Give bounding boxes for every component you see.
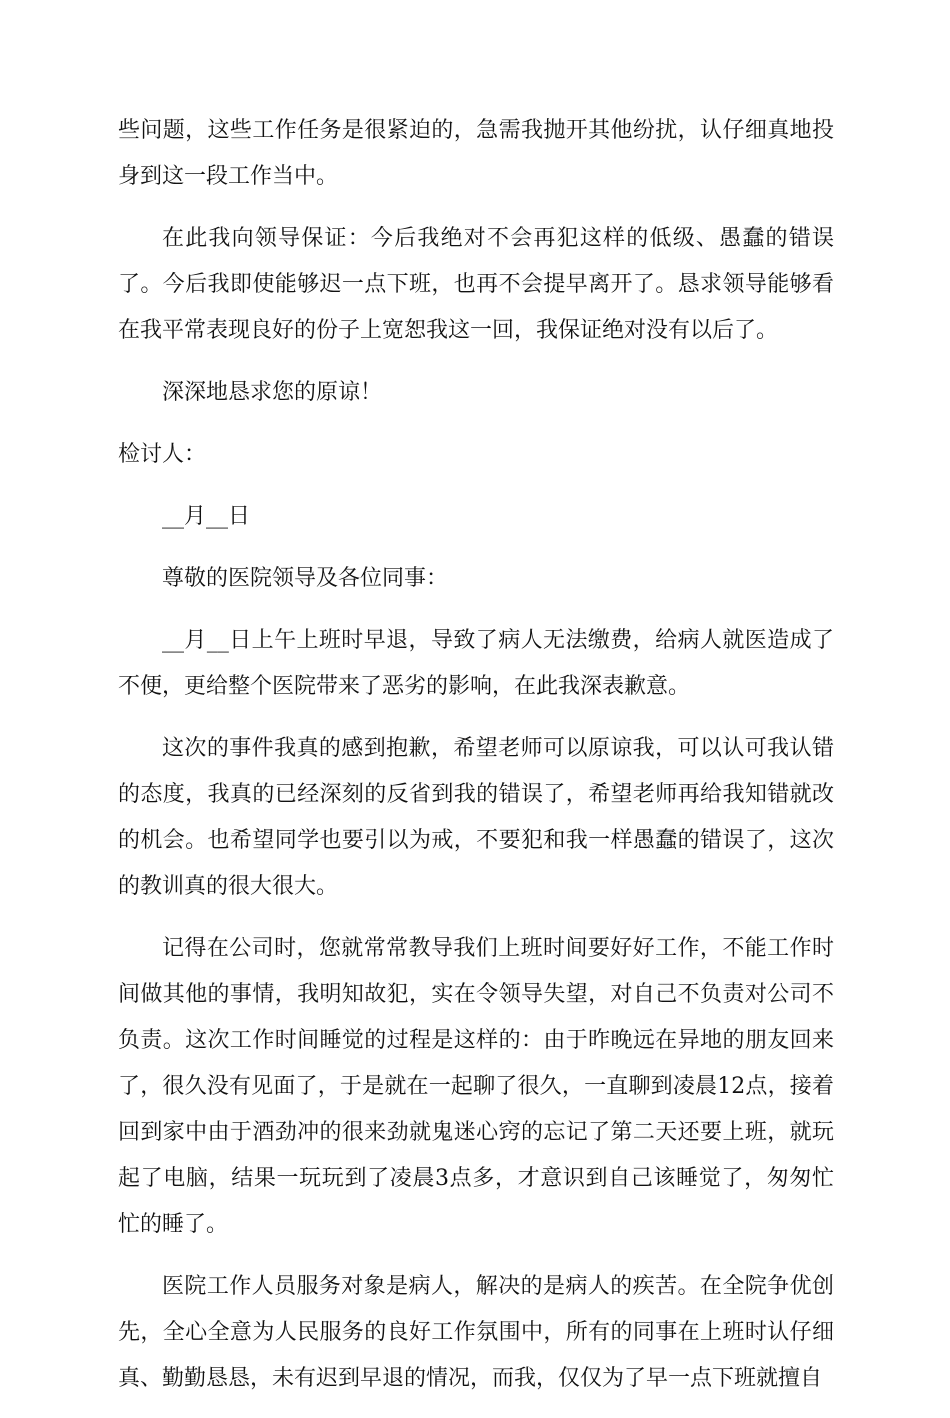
- paragraph-early-leave: __月__日上午上班时早退，导致了病人无法缴费，给病人就医造成了不便，更给整个医院带来了恶劣的影响，在此我深表歉意。: [118, 628, 834, 699]
- paragraph-continued-tasks: 些问题，这些工作任务是很紧迫的，急需我抛开其他纷扰，认仔细真地投身到这一段工作当中。: [118, 118, 834, 189]
- paragraph-promise: 在此我向领导保证：今后我绝对不会再犯这样的低级、愚蠢的错误了。今后我即使能够迟一点下班，也再不会提早离开了。恳求领导能够看在我平常表现良好的份子上宽恕我这一回，我保证绝对没有以后了。: [118, 226, 834, 343]
- signature-label: 检讨人：: [118, 442, 207, 467]
- paragraph-hospital-service: 医院工作人员服务对象是病人，解决的是病人的疾苦。在全院争优创先，全心全意为人民服务的良好工作氛围中，所有的同事在上班时认仔细真、勤勤恳恳，未有迟到早退的情况，而我，仅仅为了早一点下班就擅自: [118, 1274, 834, 1391]
- paragraph-plea: 深深地恳求您的原谅！: [162, 380, 383, 405]
- salutation: 尊敬的医院领导及各位同事：: [162, 566, 449, 591]
- paragraph-explanation: 记得在公司时，您就常常教导我们上班时间要好好工作，不能工作时间做其他的事情，我明知故犯，实在令领导失望，对自己不负责对公司不负责。这次工作时间睡觉的过程是这样的：由于昨晚远在异地的朋友回来了，很久没有见面了，于是就在一起聊了很久，一直聊到凌晨12点，接着回到家中由于酒劲冲的很来劲就鬼迷心窍的忘记了第二天还要上班，就玩起了电脑，结果一玩玩到了凌晨3点多，才意识到自己该睡觉了，匆匆忙忙的睡了。: [118, 936, 834, 1237]
- paragraph-apology: 这次的事件我真的感到抱歉，希望老师可以原谅我，可以认可我认错的态度，我真的已经深刻的反省到我的错误了，希望老师再给我知错就改的机会。也希望同学也要引以为戒，不要犯和我一样愚蠢的错误了，这次的教训真的很大很大。: [118, 736, 834, 899]
- document-body: [118, 108, 834, 1418]
- date-line: __月__日: [162, 504, 251, 529]
